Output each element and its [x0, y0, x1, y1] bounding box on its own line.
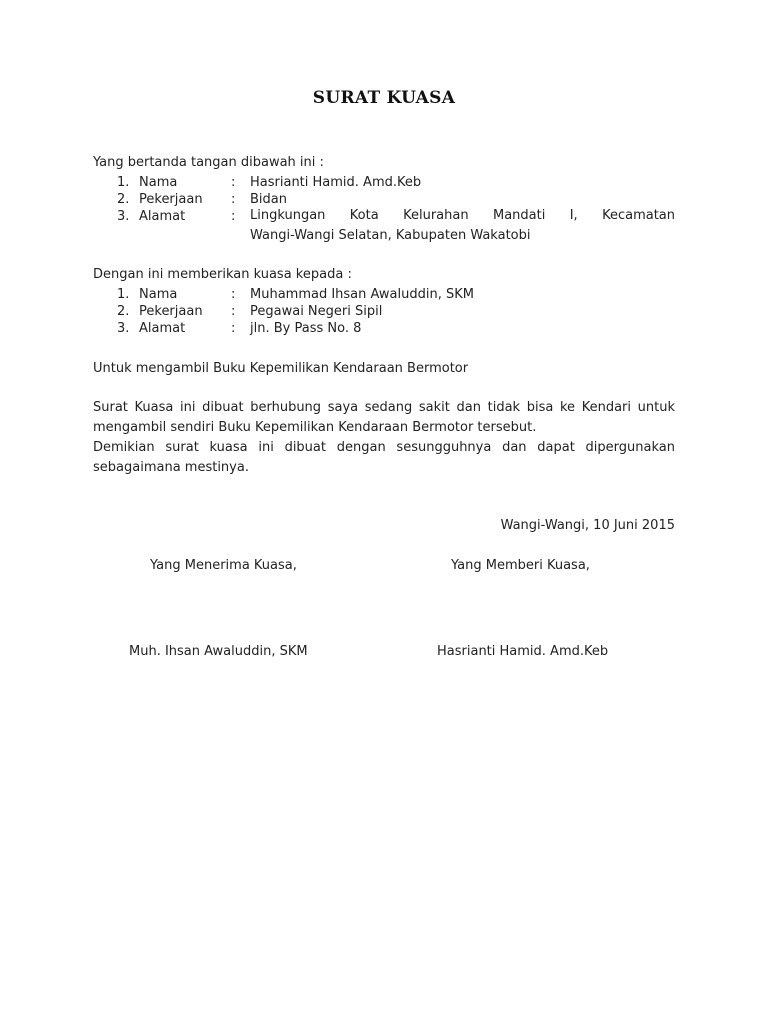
- document-title: SURAT KUASA: [312, 88, 456, 108]
- giver-heading: Yang Memberi Kuasa,: [451, 558, 590, 573]
- field-label: Pekerjaan: [139, 192, 203, 207]
- field-label: Alamat: [139, 209, 186, 224]
- field-label: Nama: [139, 175, 178, 190]
- reason-text: Surat Kuasa ini dibuat berhubung saya sedang sakit dan tidak bisa ke Kendari untuk mengambil sendiri Buku Kepemilikan Kendaraan Bermotor tersebut.: [93, 400, 675, 435]
- colon: :: [231, 175, 236, 190]
- receiver-signature-name: Muh. Ihsan Awaluddin, SKM: [129, 644, 308, 659]
- field-label: Nama: [139, 287, 178, 302]
- closing-text: Demikian surat kuasa ini dibuat dengan sesungguhnya dan dapat dipergunakan sebagaimana mestinya.: [93, 440, 675, 475]
- giver-row-name: [0, 174, 768, 191]
- field-value: jln. By Pass No. 8: [250, 321, 362, 336]
- list-number: 3.: [117, 321, 130, 336]
- colon: :: [231, 209, 236, 224]
- receiver-row-address: [0, 320, 768, 337]
- list-number: 1.: [117, 287, 130, 302]
- field-value: Pegawai Negeri Sipil: [250, 304, 383, 319]
- receiver-row-name: [0, 286, 768, 303]
- field-label: Alamat: [139, 321, 186, 336]
- list-number: 2.: [117, 304, 130, 319]
- field-label: Pekerjaan: [139, 304, 203, 319]
- list-number: 1.: [117, 175, 130, 190]
- giver-signature-name: Hasrianti Hamid. Amd.Keb: [437, 644, 609, 659]
- field-value: Bidan: [250, 192, 287, 207]
- colon: :: [231, 304, 236, 319]
- field-value: Muhammad Ihsan Awaluddin, SKM: [250, 287, 474, 302]
- intro-text: Yang bertanda tangan dibawah ini :: [93, 155, 324, 170]
- reason-paragraph: [93, 398, 675, 478]
- receiver-row-job: [0, 303, 768, 320]
- purpose-text: Untuk mengambil Buku Kepemilikan Kendaraan Bermotor: [93, 361, 469, 376]
- field-value: Hasrianti Hamid. Amd.Keb: [250, 175, 422, 190]
- list-number: 2.: [117, 192, 130, 207]
- colon: :: [231, 192, 236, 207]
- grant-intro-text: Dengan ini memberikan kuasa kepada :: [93, 267, 352, 282]
- giver-address-line1: Lingkungan Kota Kelurahan Mandati I, Kecamatan: [250, 208, 675, 223]
- colon: :: [231, 321, 236, 336]
- receiver-heading: Yang Menerima Kuasa,: [150, 558, 297, 573]
- colon: :: [231, 287, 236, 302]
- giver-address-line2: Wangi-Wangi Selatan, Kabupaten Wakatobi: [250, 228, 531, 243]
- place-date: Wangi-Wangi, 10 Juni 2015: [500, 518, 675, 533]
- list-number: 3.: [117, 209, 130, 224]
